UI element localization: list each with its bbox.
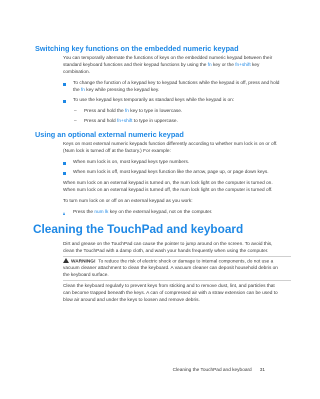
- text-line: [63, 63, 291, 70]
- step-item: [63, 210, 212, 217]
- dash-marker: –: [74, 119, 77, 124]
- key-name: fn: [124, 109, 129, 114]
- text-line: vacuum cleaner attachment to clean the keyboard. A vacuum cleaner can deposit household debris on: [63, 266, 278, 272]
- paragraph-keypad-functions: [63, 56, 291, 76]
- paragraph-num-lock: [63, 142, 291, 156]
- text-line: the keyboard surface.: [63, 273, 109, 279]
- section-heading-external-keypad: Using an optional external numeric keypad: [35, 130, 184, 139]
- text-line: clean the TouchPad with a damp cloth, and wash your hands frequently when using the computer.: [63, 248, 269, 254]
- list-item: [63, 98, 234, 105]
- text-run: key on the external keypad, not on the computer.: [108, 210, 213, 215]
- list-item-text: [73, 88, 279, 95]
- list-item: [63, 81, 279, 95]
- divider: [63, 256, 291, 257]
- list-item-text: To change the function of a keypad key to keypad functions while the keypad is off, press and hold: [73, 81, 280, 86]
- text-run: standard keyboard functions and their keypad functions by using the: [63, 62, 208, 68]
- sub-list-item: [74, 109, 182, 116]
- paragraph-keyboard-cleaning: [63, 284, 291, 304]
- text-line: To turn num lock on or off on an external keypad as you work:: [63, 199, 193, 204]
- dash-marker: –: [74, 109, 77, 114]
- key-name: num lk: [94, 210, 109, 215]
- bullet-square-icon: [63, 100, 66, 103]
- list-item: [63, 160, 189, 167]
- page-footer: [173, 368, 265, 373]
- text-line: combination.: [63, 69, 90, 75]
- text-run: to type in uppercase.: [132, 119, 178, 124]
- section-heading-keypad-functions: Switching key functions on the embedded numeric keypad: [35, 44, 239, 53]
- text-run: key while pressing the keypad key.: [84, 87, 160, 93]
- text-line: Keys on most external numeric keypads function differently according to whether num lock is on or off.: [63, 142, 278, 147]
- text-run: Press the: [73, 210, 95, 215]
- bullet-square-icon: [63, 83, 66, 86]
- sub-list-item: [74, 119, 178, 126]
- key-name: fn+shift: [117, 119, 133, 124]
- text-run: key: [250, 62, 260, 68]
- text-run: Press and hold the: [84, 109, 125, 114]
- list-item-text: To use the keypad keys temporarily as standard keys while the keypad is on:: [73, 98, 235, 103]
- warning-label: WARNING!: [71, 259, 96, 265]
- text-line: (Num lock is turned off at the factory.) For example:: [63, 148, 171, 154]
- text-run: key or the: [211, 62, 236, 68]
- text-line: You can temporarily alternate the functions of keys on the embedded numeric keypad between their: [63, 56, 273, 61]
- step-text: [73, 210, 212, 217]
- footer-title: Cleaning the TouchPad and keyboard: [172, 368, 252, 373]
- step-triangle-icon: [63, 212, 65, 215]
- text-line: When num lock on an external keypad is turned on, the num lock light on the computer is turned on.: [63, 181, 273, 186]
- warning-icon: [63, 258, 69, 263]
- text-line: can become trapped beneath the keys. A can of compressed air with a straw extension can be used to: [63, 290, 278, 296]
- warning-note: [63, 258, 291, 280]
- list-item: [63, 170, 269, 177]
- text-run: To reduce the risk of electric shock or damage to internal components, do not use a: [98, 259, 274, 265]
- chapter-heading-cleaning: Cleaning the TouchPad and keyboard: [33, 222, 244, 236]
- key-name: fn+shift: [235, 62, 251, 68]
- text-line: Clean the keyboard regularly to prevent keys from sticking and to remove dust, lint, and particles that: [63, 284, 275, 289]
- text-run: the: [73, 87, 81, 93]
- list-item-text: When num lock is off, most keypad keys function like the arrow, page up, or page down keys.: [73, 170, 269, 175]
- paragraph-toggle-num-lock: [63, 199, 291, 206]
- text-line: blow air around and under the keys to loosen and remove debris.: [63, 297, 200, 303]
- paragraph-touchpad-cleaning: [63, 242, 291, 256]
- key-name: fn: [207, 62, 212, 68]
- paragraph-num-lock-light: [63, 181, 291, 195]
- list-item-text: When num lock is on, most keypad keys type numbers.: [73, 160, 190, 165]
- text-line: Dirt and grease on the TouchPad can cause the pointer to jump around on the screen. To avoid this,: [63, 242, 273, 247]
- divider: [63, 280, 291, 281]
- text-run: key to type in lowercase.: [128, 109, 183, 114]
- text-run: Press and hold: [84, 119, 118, 124]
- text-line: When num lock on an external keypad is turned off, the num lock light on the computer is turned off.: [63, 187, 273, 193]
- page-number: 31: [259, 368, 265, 373]
- bullet-square-icon: [63, 162, 66, 165]
- bullet-square-icon: [63, 172, 66, 175]
- key-name: fn: [80, 87, 85, 93]
